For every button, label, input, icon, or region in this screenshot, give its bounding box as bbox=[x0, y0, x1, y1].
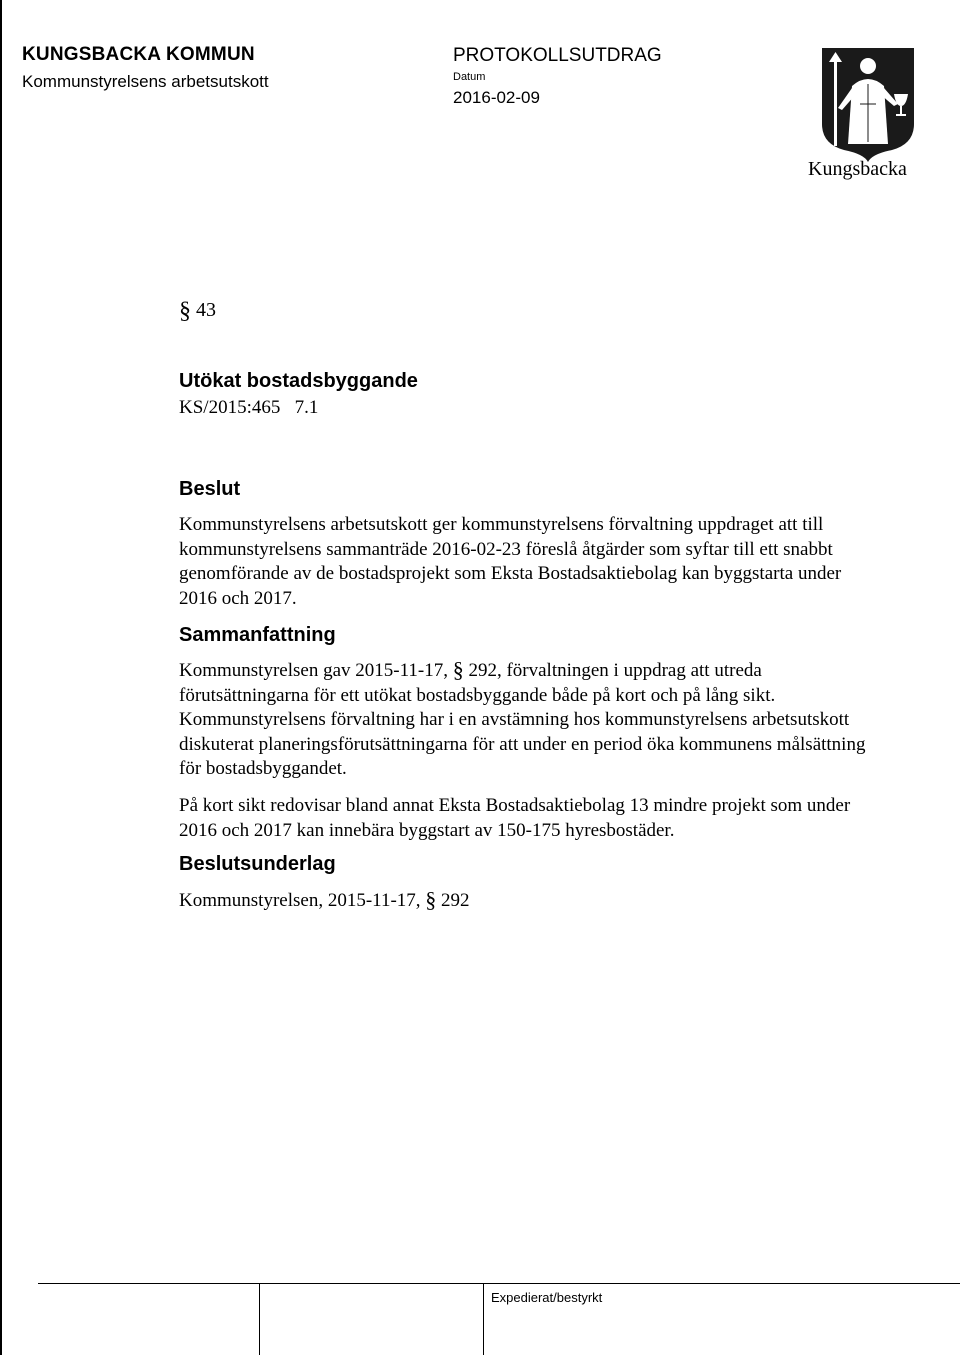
beslutsunderlag-start: Kommunstyrelsen, 2015-11-17, bbox=[179, 890, 426, 911]
logo-wordmark: Kungsbacka bbox=[808, 158, 907, 180]
date-value: 2016-02-09 bbox=[453, 88, 540, 107]
heading-sammanfattning: Sammanfattning bbox=[179, 624, 336, 646]
section-sign: § bbox=[425, 887, 437, 912]
paragraph-number-value: 43 bbox=[196, 299, 216, 321]
beslut-text: Kommunstyrelsens arbetsutskott ger kommunstyrelsens förvaltning uppdraget att till kommunstyrelsens sammanträde 2016-02-23 föreslå åtgärder som syftar till ett snabbt genomförande av de bostadsprojekt som Eksta Bostadsaktiebolag kan byggstarta under 2016 och 2017. bbox=[179, 514, 842, 609]
case-id: KS/2015:465 7.1 bbox=[179, 397, 319, 418]
footer-column-divider bbox=[483, 1284, 484, 1355]
document-type: PROTOKOLLSUTDRAG bbox=[453, 45, 662, 66]
organization-name: KUNGSBACKA KOMMUN bbox=[22, 44, 255, 65]
footer-column-divider bbox=[259, 1284, 260, 1355]
section-sign: § bbox=[179, 298, 191, 324]
date-label: Datum bbox=[453, 71, 486, 83]
matter-title: Utökat bostadsbyggande bbox=[179, 370, 418, 392]
sammanfattning-paragraph-1 bbox=[179, 658, 879, 782]
paragraph-number bbox=[179, 298, 216, 325]
heading-beslut: Beslut bbox=[179, 478, 241, 500]
sammanfattning-p1-start: Kommunstyrelsen gav 2015-11-17, bbox=[179, 660, 453, 681]
section-sign: § bbox=[452, 657, 464, 682]
heading-beslutsunderlag: Beslutsunderlag bbox=[179, 853, 336, 875]
sammanfattning-p1-rest: 292, förvaltningen i uppdrag att utreda förutsättningarna för ett utökat bostadsbyggande både på kort och på lång sikt. Kommunstyrelsens förvaltning har i en avstämning hos kommunstyrelsens arbetsutskott diskuterat planeringsförutsättningarna för att under en period öka kommunens målsättning för bostadsbyggandet. bbox=[179, 660, 866, 779]
beslutsunderlag-text bbox=[179, 888, 879, 914]
page-left-border bbox=[0, 0, 2, 1355]
organization-unit: Kommunstyrelsens arbetsutskott bbox=[22, 72, 269, 91]
sammanfattning-paragraph-2: På kort sikt redovisar bland annat Eksta Bostadsaktiebolag 13 mindre projekt som under 2016 och 2017 kan innebära byggstart av 150-175 hyresbostäder. bbox=[179, 795, 851, 841]
footer-divider bbox=[38, 1283, 960, 1284]
footer-expedierat-label: Expedierat/bestyrkt bbox=[491, 1290, 603, 1305]
beslutsunderlag-rest: 292 bbox=[436, 890, 470, 911]
